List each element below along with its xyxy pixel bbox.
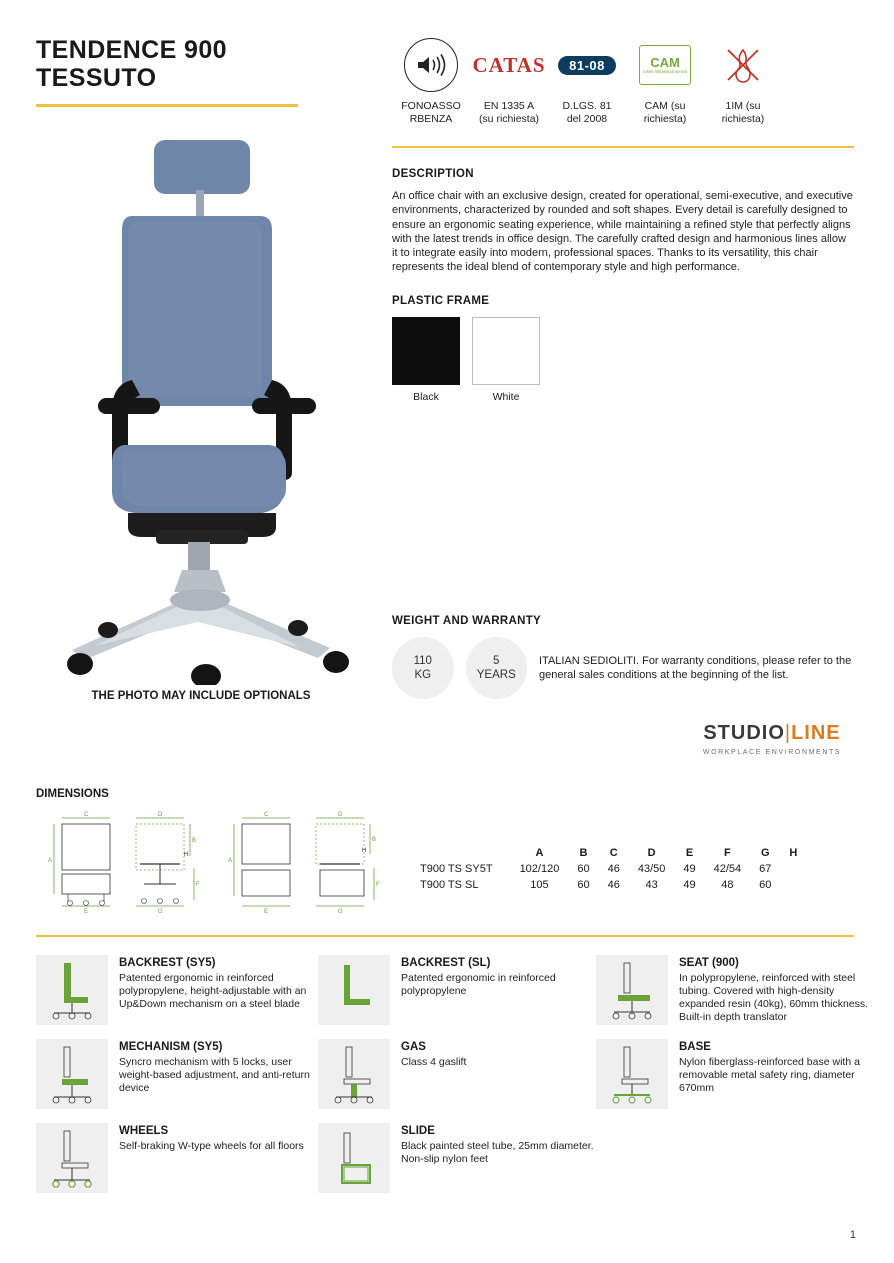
feature-body bbox=[668, 955, 874, 1025]
table-cell-a: 102/120 bbox=[519, 863, 560, 875]
svg-text:B: B bbox=[192, 838, 197, 844]
feature-body bbox=[108, 1123, 304, 1193]
feature-name: MECHANISM (SY5) bbox=[119, 1041, 223, 1053]
svg-text:E: E bbox=[264, 909, 269, 915]
feature-desc: Class 4 gaslift bbox=[401, 1056, 467, 1068]
brand-divider: | bbox=[784, 722, 792, 744]
color-swatch-black[interactable] bbox=[392, 317, 460, 385]
dlgs-badge-icon bbox=[548, 32, 626, 98]
certification-item-fonoassorbenza bbox=[392, 32, 470, 126]
table-cell-e: 49 bbox=[683, 879, 696, 891]
certification-label-cam: CAM (su richiesta) bbox=[643, 100, 687, 125]
table-cell-c: 46 bbox=[607, 863, 620, 875]
svg-text:G: G bbox=[158, 909, 163, 915]
feature-item-mechanism-sy5 bbox=[36, 1039, 314, 1109]
feature-body bbox=[668, 1039, 874, 1109]
description-text: An office chair with an exclusive design, created for operational, semi-executive, and executive environments, characterized by rounded and soft shapes. Every detail is carefully designed to ensure an ergonomic seating experience, while maintaining a refined style that perfectly aligns with the latest trends in office design. The carefully crafted design and harmonious lines allow it to integrate easily into modern, professional spaces. Thanks to its versatility, this chair represents the ideal blend of contemporary style and high performance. bbox=[392, 190, 853, 274]
svg-text:F: F bbox=[196, 882, 200, 888]
table-header-b: B bbox=[579, 847, 588, 859]
certification-item-1im bbox=[704, 32, 782, 126]
table-cell-f: 42/54 bbox=[713, 863, 742, 875]
certification-label-dlgs81: D.LGS. 81 del 2008 bbox=[562, 100, 612, 125]
slide-diagram-icon bbox=[318, 1123, 390, 1193]
base-diagram-icon bbox=[596, 1039, 668, 1109]
feature-name: SLIDE bbox=[401, 1125, 435, 1137]
feature-desc: Syncro mechanism with 5 locks, user weight-based adjustment, and anti-return device bbox=[119, 1056, 310, 1094]
weight-warranty-section bbox=[392, 615, 854, 699]
svg-text:D: D bbox=[158, 812, 163, 818]
max-weight-badge bbox=[392, 637, 454, 699]
table-cell-c: 46 bbox=[607, 879, 620, 891]
product-photo bbox=[36, 130, 366, 685]
brand-logo-name bbox=[690, 722, 854, 745]
brand-logo bbox=[690, 722, 854, 756]
table-cell-d: 43/50 bbox=[637, 863, 666, 875]
certification-item-en1335 bbox=[470, 32, 548, 126]
table-cell-d: 43 bbox=[645, 879, 658, 891]
feature-item-slide bbox=[318, 1123, 596, 1193]
warranty-unit: YEARS bbox=[476, 669, 516, 681]
svg-text:H: H bbox=[184, 852, 189, 858]
svg-text:H: H bbox=[362, 848, 367, 854]
weight-warranty-row bbox=[392, 637, 854, 699]
feature-body bbox=[390, 1039, 466, 1109]
swatch-option-black[interactable] bbox=[392, 317, 460, 403]
page-title bbox=[36, 36, 336, 107]
svg-text:C: C bbox=[84, 812, 89, 818]
plastic-frame-swatches bbox=[392, 317, 854, 403]
table-header-row bbox=[420, 845, 806, 861]
features-column-2 bbox=[318, 955, 596, 1207]
features-column-3 bbox=[596, 955, 874, 1123]
svg-text:G: G bbox=[338, 909, 343, 915]
swatch-label-black: Black bbox=[413, 391, 439, 403]
feature-name: BASE bbox=[679, 1041, 711, 1053]
feature-item-backrest-sl bbox=[318, 955, 596, 1025]
header-divider-rule bbox=[392, 146, 854, 148]
table-cell-e: 49 bbox=[683, 863, 696, 875]
warranty-value: 5 bbox=[493, 655, 500, 667]
svg-text:E: E bbox=[84, 909, 89, 915]
swatch-option-white[interactable] bbox=[472, 317, 540, 403]
feature-desc: Patented ergonomic in reinforced polypropylene, height-adjustable with an Up&Down mechanism on a steel blade bbox=[119, 972, 307, 1010]
feature-desc: Black painted steel tube, 25mm diameter. Non-slip nylon feet bbox=[401, 1140, 594, 1165]
feature-name: WHEELS bbox=[119, 1125, 169, 1137]
table-row bbox=[420, 877, 806, 893]
table-header-model bbox=[420, 845, 511, 861]
dimensions-divider-rule bbox=[36, 935, 854, 937]
cam-eco-icon bbox=[626, 32, 704, 98]
feature-item-backrest-sy5 bbox=[36, 955, 314, 1025]
max-weight-unit: KG bbox=[414, 669, 432, 681]
table-cell-h bbox=[780, 861, 806, 877]
certification-item-cam bbox=[626, 32, 704, 126]
warranty-text: ITALIAN SEDIOLITI. For warranty conditions, please refer to the general sales conditions at the beginning of the list. bbox=[539, 654, 852, 681]
feature-desc: Nylon fiberglass-reinforced base with a removable metal safety ring, diameter 670mm bbox=[679, 1056, 860, 1094]
table-row bbox=[420, 861, 806, 877]
table-cell-g: 60 bbox=[759, 879, 772, 891]
catas-logo-icon bbox=[470, 32, 548, 98]
table-cell-model: T900 TS SL bbox=[420, 879, 479, 891]
table-cell-b: 60 bbox=[577, 863, 590, 875]
feature-desc: Patented ergonomic in reinforced polypropylene bbox=[401, 972, 556, 997]
feature-body bbox=[390, 955, 596, 1025]
product-title-line2: TESSUTO bbox=[36, 64, 157, 92]
feature-name: GAS bbox=[401, 1041, 426, 1053]
table-header-e: E bbox=[685, 847, 694, 859]
speaker-sound-icon bbox=[392, 32, 470, 98]
table-cell-model: T900 TS SY5T bbox=[420, 863, 493, 875]
svg-text:C: C bbox=[264, 812, 269, 818]
svg-text:A: A bbox=[48, 858, 53, 864]
page-number: 1 bbox=[849, 1229, 856, 1241]
table-cell-h bbox=[780, 877, 806, 893]
weight-warranty-heading: WEIGHT AND WARRANTY bbox=[392, 615, 542, 627]
wheels-diagram-icon bbox=[36, 1123, 108, 1193]
dlgs-pill-text: 81-08 bbox=[558, 56, 616, 75]
feature-item-base bbox=[596, 1039, 874, 1109]
table-header-d: D bbox=[647, 847, 656, 859]
svg-text:A: A bbox=[228, 858, 233, 864]
cam-mark-text: CAM bbox=[650, 54, 680, 70]
warranty-badge bbox=[466, 637, 528, 699]
table-header-f: F bbox=[724, 847, 731, 859]
feature-name: BACKREST (SY5) bbox=[119, 957, 216, 969]
table-header-g: G bbox=[760, 847, 770, 859]
brand-name-part2: LINE bbox=[791, 722, 841, 744]
features-column-1 bbox=[36, 955, 314, 1207]
gas-diagram-icon bbox=[318, 1039, 390, 1109]
feature-item-wheels bbox=[36, 1123, 314, 1193]
plastic-frame-section bbox=[392, 295, 854, 403]
feature-body bbox=[108, 955, 314, 1025]
table-header-a: A bbox=[535, 847, 544, 859]
max-weight-value: 110 bbox=[413, 655, 432, 667]
table-header-h: H bbox=[789, 847, 798, 859]
dimensions-table bbox=[420, 845, 806, 893]
feature-body bbox=[108, 1039, 314, 1109]
certification-label-en1335: EN 1335 A (su richiesta) bbox=[478, 100, 540, 125]
swatch-label-white: White bbox=[492, 391, 520, 403]
no-fire-icon bbox=[704, 32, 782, 98]
svg-text:F: F bbox=[376, 882, 380, 888]
dimensions-heading: DIMENSIONS bbox=[36, 788, 109, 800]
svg-text:D: D bbox=[338, 812, 343, 818]
table-cell-g: 67 bbox=[759, 863, 772, 875]
plastic-frame-heading: PLASTIC FRAME bbox=[392, 295, 490, 307]
description-heading: DESCRIPTION bbox=[392, 168, 474, 180]
svg-text:B: B bbox=[372, 837, 377, 843]
certification-label-fonoassorbenza: FONOASSO RBENZA bbox=[401, 100, 461, 125]
feature-item-seat-900 bbox=[596, 955, 874, 1025]
cam-mark-subtext: criteri ambientali minimi bbox=[643, 68, 687, 74]
catas-mark-text: CATAS bbox=[472, 52, 546, 77]
feature-desc: Self-braking W-type wheels for all floors bbox=[119, 1140, 304, 1152]
seat-900-diagram-icon bbox=[596, 955, 668, 1025]
certification-item-dlgs81 bbox=[548, 32, 626, 126]
feature-desc: In polypropylene, reinforced with steel tubing. Covered with high-density expanded resin (40kg), 60mm thickness. Built-in depth translator bbox=[679, 972, 869, 1023]
title-underline-rule bbox=[36, 104, 298, 107]
color-swatch-white[interactable] bbox=[472, 317, 540, 385]
backrest-sl-diagram-icon bbox=[318, 955, 390, 1025]
feature-name: SEAT (900) bbox=[679, 957, 739, 969]
certification-label-1im: 1IM (su richiesta) bbox=[721, 100, 765, 125]
feature-item-gas bbox=[318, 1039, 596, 1109]
mechanism-sy5-diagram-icon bbox=[36, 1039, 108, 1109]
description-section bbox=[392, 168, 854, 275]
table-cell-f: 48 bbox=[721, 879, 734, 891]
feature-name: BACKREST (SL) bbox=[401, 957, 491, 969]
certification-row bbox=[392, 32, 862, 126]
feature-body bbox=[390, 1123, 596, 1193]
table-header-c: C bbox=[609, 847, 618, 859]
product-title-line1: TENDENCE 900 bbox=[36, 36, 227, 64]
table-cell-a: 105 bbox=[530, 879, 549, 891]
brand-tagline: WORKPLACE ENVIRONMENTS bbox=[702, 749, 842, 756]
table-cell-b: 60 bbox=[577, 879, 590, 891]
photo-caption: THE PHOTO MAY INCLUDE OPTIONALS bbox=[91, 690, 311, 702]
brand-name-part1: STUDIO bbox=[703, 722, 785, 744]
dimensions-diagrams bbox=[40, 808, 385, 928]
backrest-sy5-diagram-icon bbox=[36, 955, 108, 1025]
